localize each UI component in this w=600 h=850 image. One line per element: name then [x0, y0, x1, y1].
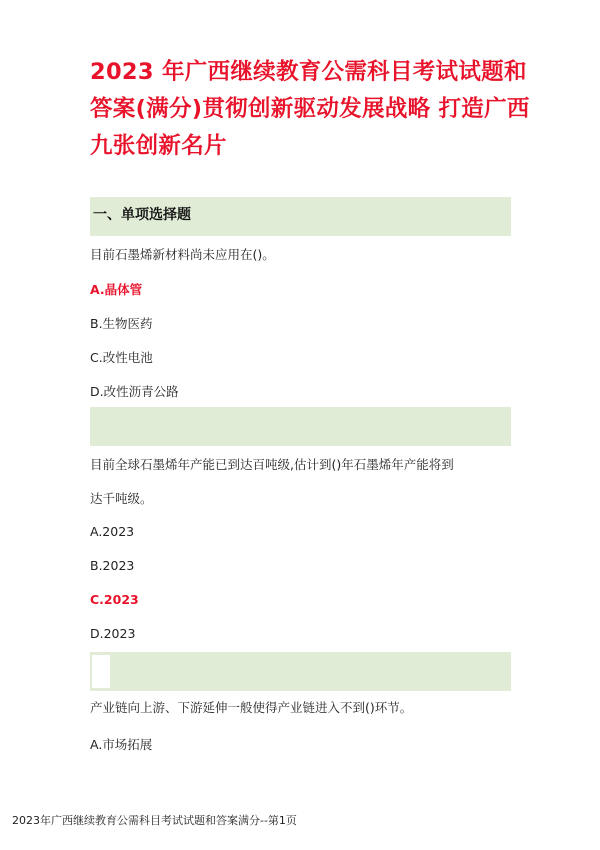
band-white-mark [92, 655, 110, 688]
question-1-option-c: C.改性电池 [90, 350, 153, 365]
question-2-stem-line-2: 达千吨级。 [90, 491, 153, 506]
question-2-option-a: A.2023 [90, 524, 135, 539]
question-1-option-d: D.改性沥青公路 [90, 384, 179, 399]
section-heading: 一、单项选择题 [93, 207, 191, 223]
question-1-option-b: B.生物医药 [90, 316, 153, 331]
page-footer: 2023年广西继续教育公需科目考试试题和答案满分--第1页 [12, 814, 297, 827]
question-2-band [90, 407, 511, 446]
document-title: 2023 年广西继续教育公需科目考试试题和答案(满分)贯彻创新驱动发展战略 打造广西九张创新名片 [90, 59, 530, 159]
question-2-option-c: C.2023 [90, 592, 139, 607]
question-1-stem: 目前石墨烯新材料尚未应用在()。 [90, 247, 275, 262]
question-3-stem: 产业链向上游、下游延伸一般使得产业链进入不到()环节。 [90, 700, 413, 715]
question-1-option-a: A.晶体管 [90, 282, 143, 297]
question-3-band [90, 652, 511, 691]
section-header-band [90, 197, 511, 236]
question-3-option-a: A.市场拓展 [90, 737, 153, 752]
question-2-option-d: D.2023 [90, 626, 136, 641]
question-2-stem-line-1: 目前全球石墨烯年产能已到达百吨级,估计到()年石墨烯年产能将到 [90, 457, 454, 472]
question-2-option-b: B.2023 [90, 558, 135, 573]
